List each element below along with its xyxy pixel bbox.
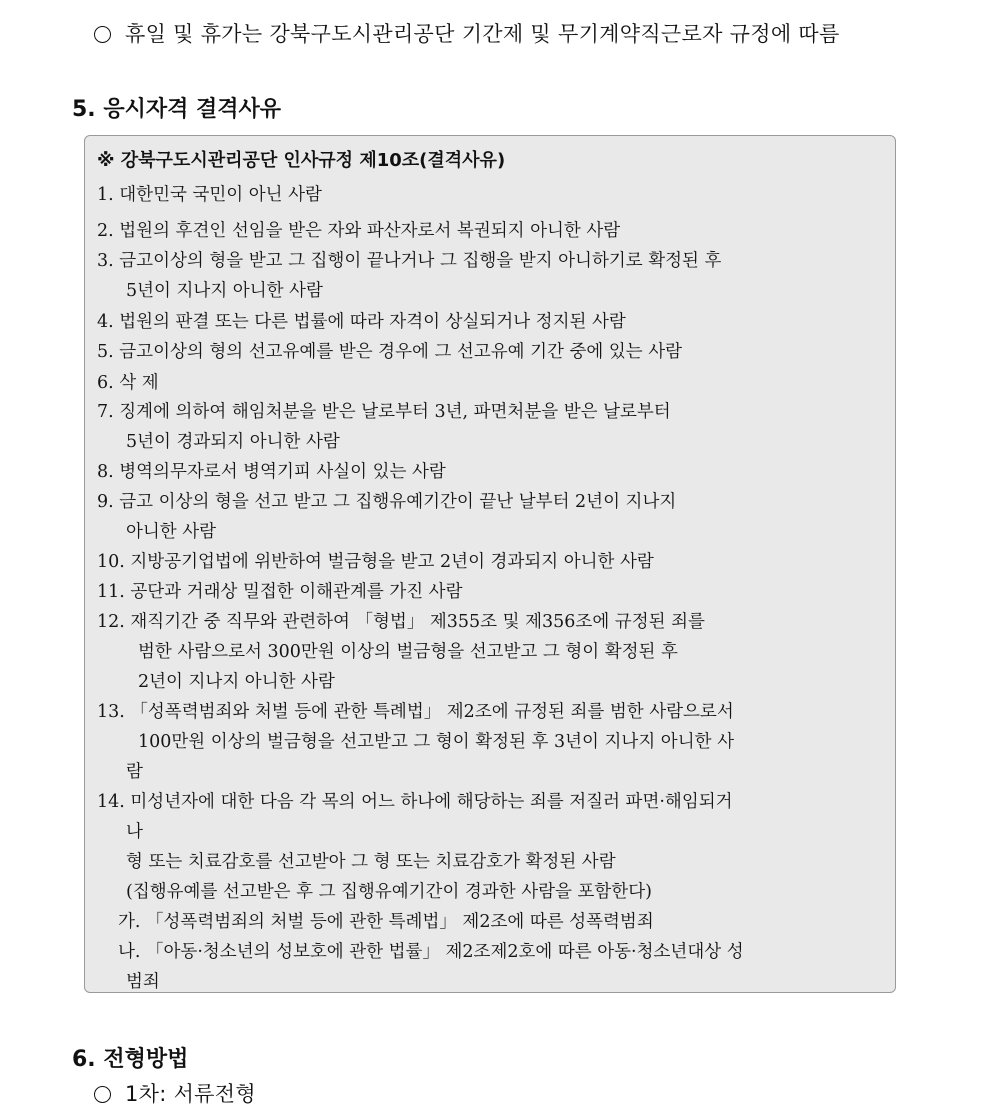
list-item: 9. 금고 이상의 형을 선고 받고 그 집행유예기간이 끝난 날부터 2년이 지나지 [97,492,677,512]
list-item: 5. 금고이상의 형의 선고유예를 받은 경우에 그 선고유예 기간 중에 있는 사람 [97,342,683,362]
disqualification-box [84,135,896,993]
list-item: 14. 미성년자에 대한 다음 각 목의 어느 하나에 해당하는 죄를 저질러 파면·해임되거 [97,792,733,812]
section5-heading: 5. 응시자격 결격사유 [72,97,281,122]
list-item: 형 또는 치료감호를 선고받아 그 형 또는 치료감호가 확정된 사람 [126,852,616,872]
list-item: 4. 법원의 판결 또는 다른 법률에 따라 자격이 상실되거나 정지된 사람 [97,312,626,332]
box-title: ※ 강북구도시관리공단 인사규정 제10조(결격사유) [97,150,506,171]
list-item: 가. 「성폭력범죄의 처벌 등에 관한 특례법」 제2조에 따른 성폭력범죄 [118,912,654,932]
first-stage-text: 1차: 서류전형 [125,1082,256,1106]
section6-heading: 6. 전형방법 [72,1047,189,1072]
list-item: 100만원 이상의 벌금형을 선고받고 그 형이 확정된 후 3년이 지나지 아니한 사 [138,732,734,752]
first-stage-bullet [94,1078,256,1108]
list-item: 범한 사람으로서 300만원 이상의 벌금형을 선고받고 그 형이 확정된 후 [138,642,678,662]
holiday-rule-bullet [94,18,840,48]
circle-bullet-icon [94,26,111,43]
list-item: 1. 대한민국 국민이 아닌 사람 [97,185,322,205]
list-item: 11. 공단과 거래상 밀접한 이해관계를 가진 사람 [97,582,463,602]
list-item: 범죄 [126,972,160,992]
list-item: 13. 「성폭력범죄와 처벌 등에 관한 특례법」 제2조에 규정된 죄를 범한 사람으로서 [97,702,734,722]
list-item: 10. 지방공기업법에 위반하여 벌금형을 받고 2년이 경과되지 아니한 사람 [97,552,654,572]
circle-bullet-icon [94,1086,111,1103]
list-item: 6. 삭 제 [97,373,159,393]
list-item: 나 [126,822,143,842]
list-item: (집행유예를 선고받은 후 그 집행유예기간이 경과한 사람을 포함한다) [126,882,652,902]
list-item: 7. 징계에 의하여 해임처분을 받은 날로부터 3년, 파면처분을 받은 날로부터 [97,402,671,422]
holiday-rule-text: 휴일 및 휴가는 강북구도시관리공단 기간제 및 무기계약직근로자 규정에 따름 [125,22,840,46]
list-item: 12. 재직기간 중 직무와 관련하여 「형법」 제355조 및 제356조에 규정된 죄를 [97,612,705,632]
list-item: 나. 「아동·청소년의 성보호에 관한 법률」 제2조제2호에 따른 아동·청소년대상 성 [118,942,744,962]
list-item: 2. 법원의 후견인 선임을 받은 자와 파산자로서 복권되지 아니한 사람 [97,221,621,241]
list-item: 람 [126,762,143,782]
list-item: 아니한 사람 [126,522,217,542]
list-item: 5년이 경과되지 아니한 사람 [126,432,340,452]
list-item: 3. 금고이상의 형을 받고 그 집행이 끝나거나 그 집행을 받지 아니하기로 확정된 후 [97,251,722,271]
list-item: 8. 병역의무자로서 병역기피 사실이 있는 사람 [97,462,446,482]
list-item: 2년이 지나지 아니한 사람 [138,672,335,692]
list-item: 5년이 지나지 아니한 사람 [126,281,323,301]
